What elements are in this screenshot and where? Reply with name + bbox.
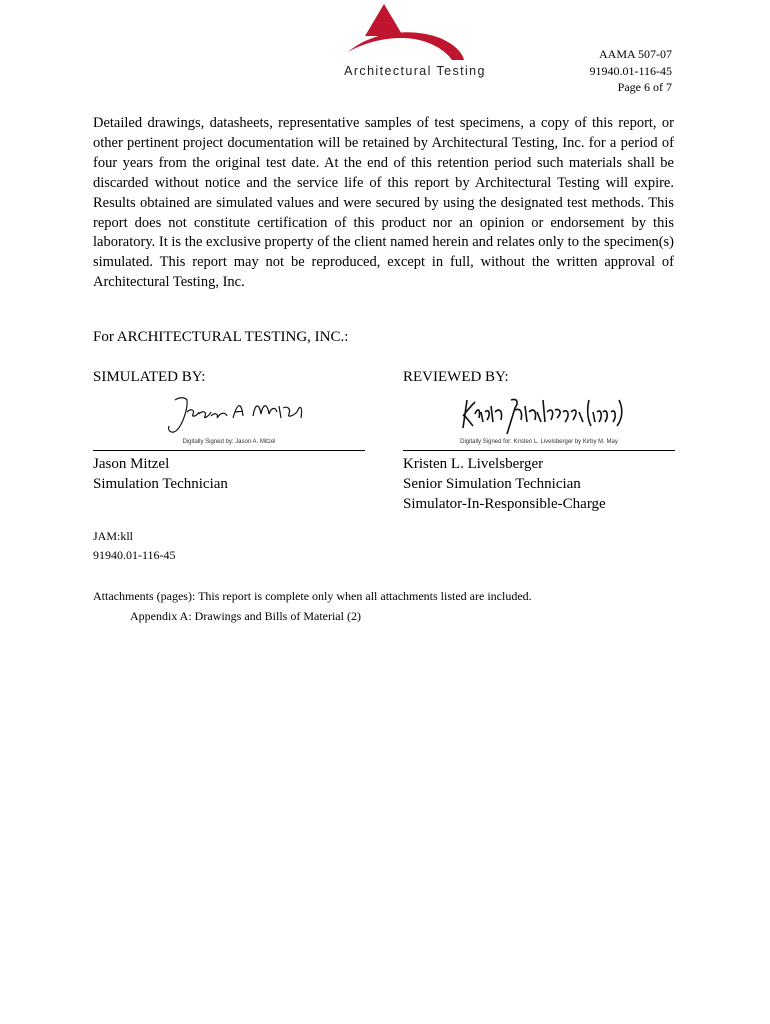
attachments-note: Attachments (pages): This report is complete only when all attachments listed are included. <box>93 589 532 603</box>
simulated-by-heading: SIMULATED BY: <box>93 369 206 385</box>
report-number: 91940.01-116-45 <box>589 63 672 78</box>
initials-reference: JAM:kll <box>93 529 134 543</box>
simulated-by-block <box>93 367 365 494</box>
page-number: Page 6 of 7 <box>617 80 672 94</box>
signer-title-right: Senior Simulation Technician <box>403 476 581 492</box>
signature-jason-mitzel <box>93 394 365 440</box>
signature-kristen-livelsberger <box>403 394 675 440</box>
report-number-reference: 91940.01-116-45 <box>93 548 176 562</box>
header-info <box>589 46 672 96</box>
digital-signature-note-right: Digitally Signed for: Kristen L. Livelsberger by Kirby M. May <box>460 439 618 445</box>
doc-number: AAMA 507-07 <box>598 47 672 61</box>
appendix-item: Appendix A: Drawings and Bills of Material (2) <box>130 609 361 623</box>
signature-area-left <box>93 394 365 450</box>
company-logo <box>330 4 500 80</box>
retention-paragraph: Detailed drawings, datasheets, representative samples of test specimens, a copy of this report, or other pertinent project documentation will be retained by Architectural Testing, Inc. for a period of four years from the original test date. At the end of this retention period such materials shall be discarded without notice and the service life of this report by Architectural Testing will expire. Results obtained are simulated values and were secured by using the designated test methods. This report does not constitute certification of this product nor an opinion or endorsement by this laboratory. It is the exclusive property of the client named herein and relates only to the specimen(s) simulated. This report may not be reproduced, except in full, without the written approval of Architectural Testing, Inc. <box>93 115 674 291</box>
signer-title-left: Simulation Technician <box>93 476 228 492</box>
company-line: For ARCHITECTURAL TESTING, INC.: <box>93 329 349 345</box>
reviewed-by-heading: REVIEWED BY: <box>403 369 509 385</box>
signature-line-right <box>403 450 675 451</box>
signer-name-right: Kristen L. Livelsberger <box>403 456 544 472</box>
signature-area-right <box>403 394 675 450</box>
logo-triangle-icon <box>344 4 484 64</box>
signer-title2-right: Simulator-In-Responsible-Charge <box>403 496 606 512</box>
logo-text: Architectural Testing <box>344 64 486 78</box>
signature-line-left <box>93 450 365 451</box>
signer-name-left: Jason Mitzel <box>93 456 170 472</box>
reviewed-by-block <box>403 367 675 514</box>
digital-signature-note-left: Digitally Signed by: Jason A. Mitzel <box>182 439 276 445</box>
